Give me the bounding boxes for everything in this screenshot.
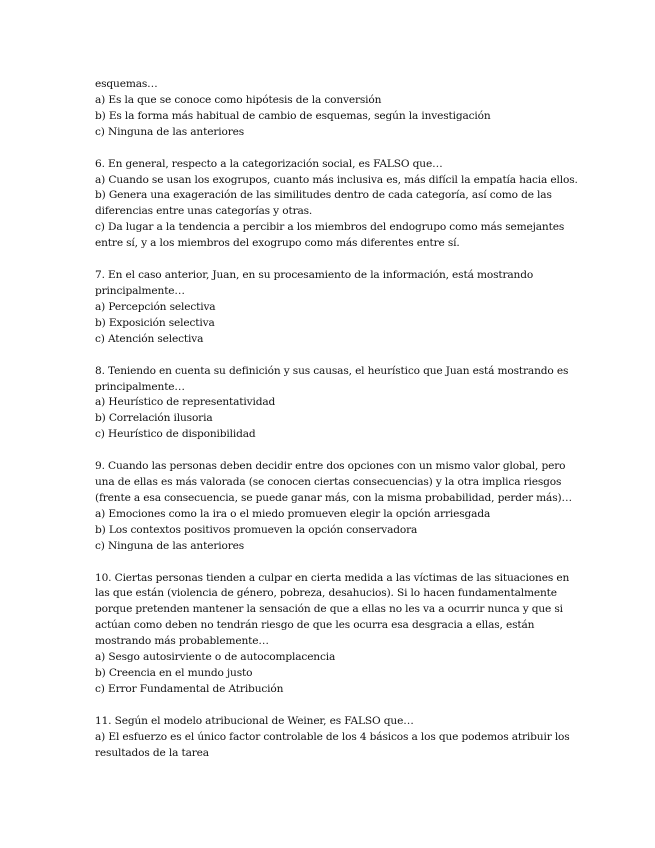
question-stem: 6. En general, respecto a la categorización social, es FALSO que… [95,157,443,170]
answer-option-continuation: entre sí, y a los miembros del exogrupo como más diferentes entre sí. [95,237,460,250]
answer-option: c) Ninguna de las anteriores [95,539,245,552]
answer-option: b) Los contextos positivos promueven la opción conservadora [95,523,418,536]
answer-option: c) Ninguna de las anteriores [95,125,245,138]
answer-option: a) Es la que se conoce como hipótesis de la conversión [95,93,382,106]
answer-option: a) Heurístico de representatividad [95,396,276,409]
answer-option: a) Emociones como la ira o el miedo promueven elegir la opción arriesgada [95,507,491,520]
question-stem-continuation: porque pretenden mantener la sensación de que a ellas no les va a ocurrir nunca y que si [95,603,563,616]
answer-option: a) El esfuerzo es el único factor controlable de los 4 básicos a los que podemos atribuir los [95,730,570,743]
question-stem: 11. Según el modelo atribucional de Weiner, es FALSO que… [95,714,414,727]
question-stem: 7. En el caso anterior, Juan, en su procesamiento de la información, está mostrando [95,269,534,282]
answer-option: b) Es la forma más habitual de cambio de esquemas, según la investigación [95,109,491,122]
answer-option: c) Heurístico de disponibilidad [95,428,256,441]
question-stem: 10. Ciertas personas tienden a culpar en cierta medida a las víctimas de las situaciones en [95,571,570,584]
question-stem-continuation: actúan como deben no tendrán riesgo de que les ocurra esa desgracia a ellas, están [95,619,535,632]
answer-option: b) Creencia en el mundo justo [95,667,253,679]
question-8 [95,364,569,444]
question-9 [95,459,572,554]
answer-option: a) Percepción selectiva [95,300,216,313]
question-stem-continuation: mostrando más probablemente… [95,635,269,648]
question-stem-continuation: (frente a esa consecuencia, se puede ganar más, con la misma probabilidad, perder más)… [95,491,572,504]
question-stem-continuation: esquemas… [95,78,158,90]
answer-option: b) Genera una exageración de las similitudes dentro de cada categoría, así como de las [95,189,552,202]
answer-option: b) Exposición selectiva [95,316,215,329]
answer-option: a) Sesgo autosirviente o de autocomplacencia [95,651,336,664]
answer-option-continuation: diferencias entre unas categorías y otras. [95,205,313,218]
question-11 [95,714,570,762]
question-stem-continuation: principalmente… [95,380,185,393]
answer-option: c) Atención selectiva [95,332,204,345]
answer-option: a) Cuando se usan los exogrupos, cuanto más inclusiva es, más difícil la empatía hacia ellos. [95,173,578,186]
question-stem-continuation: principalmente… [95,284,185,297]
question-7 [95,268,555,348]
answer-option-continuation: resultados de la tarea [95,746,209,759]
answer-option: c) Da lugar a la tendencia a percibir a los miembros del endogrupo como más semejantes [95,221,565,234]
question-10 [95,571,570,698]
answer-option: b) Correlación ilusoria [95,412,213,425]
document-page [95,77,578,762]
answer-option: c) Error Fundamental de Atribución [95,682,284,695]
question-6 [95,157,578,252]
question-stem: 8. Teniendo en cuenta su definición y sus causas, el heurístico que Juan está mostrando es [95,364,569,377]
intro-block [95,77,555,141]
question-stem-continuation: las que están (violencia de género, pobreza, desahucios). Si lo hacen fundamentalmente [95,587,557,600]
question-stem-continuation: una de ellas es más valorada (se conocen ciertas consecuencias) y la otra implica riesgos [95,476,562,489]
question-stem: 9. Cuando las personas deben decidir entre dos opciones con un mismo valor global, pero [95,460,566,473]
